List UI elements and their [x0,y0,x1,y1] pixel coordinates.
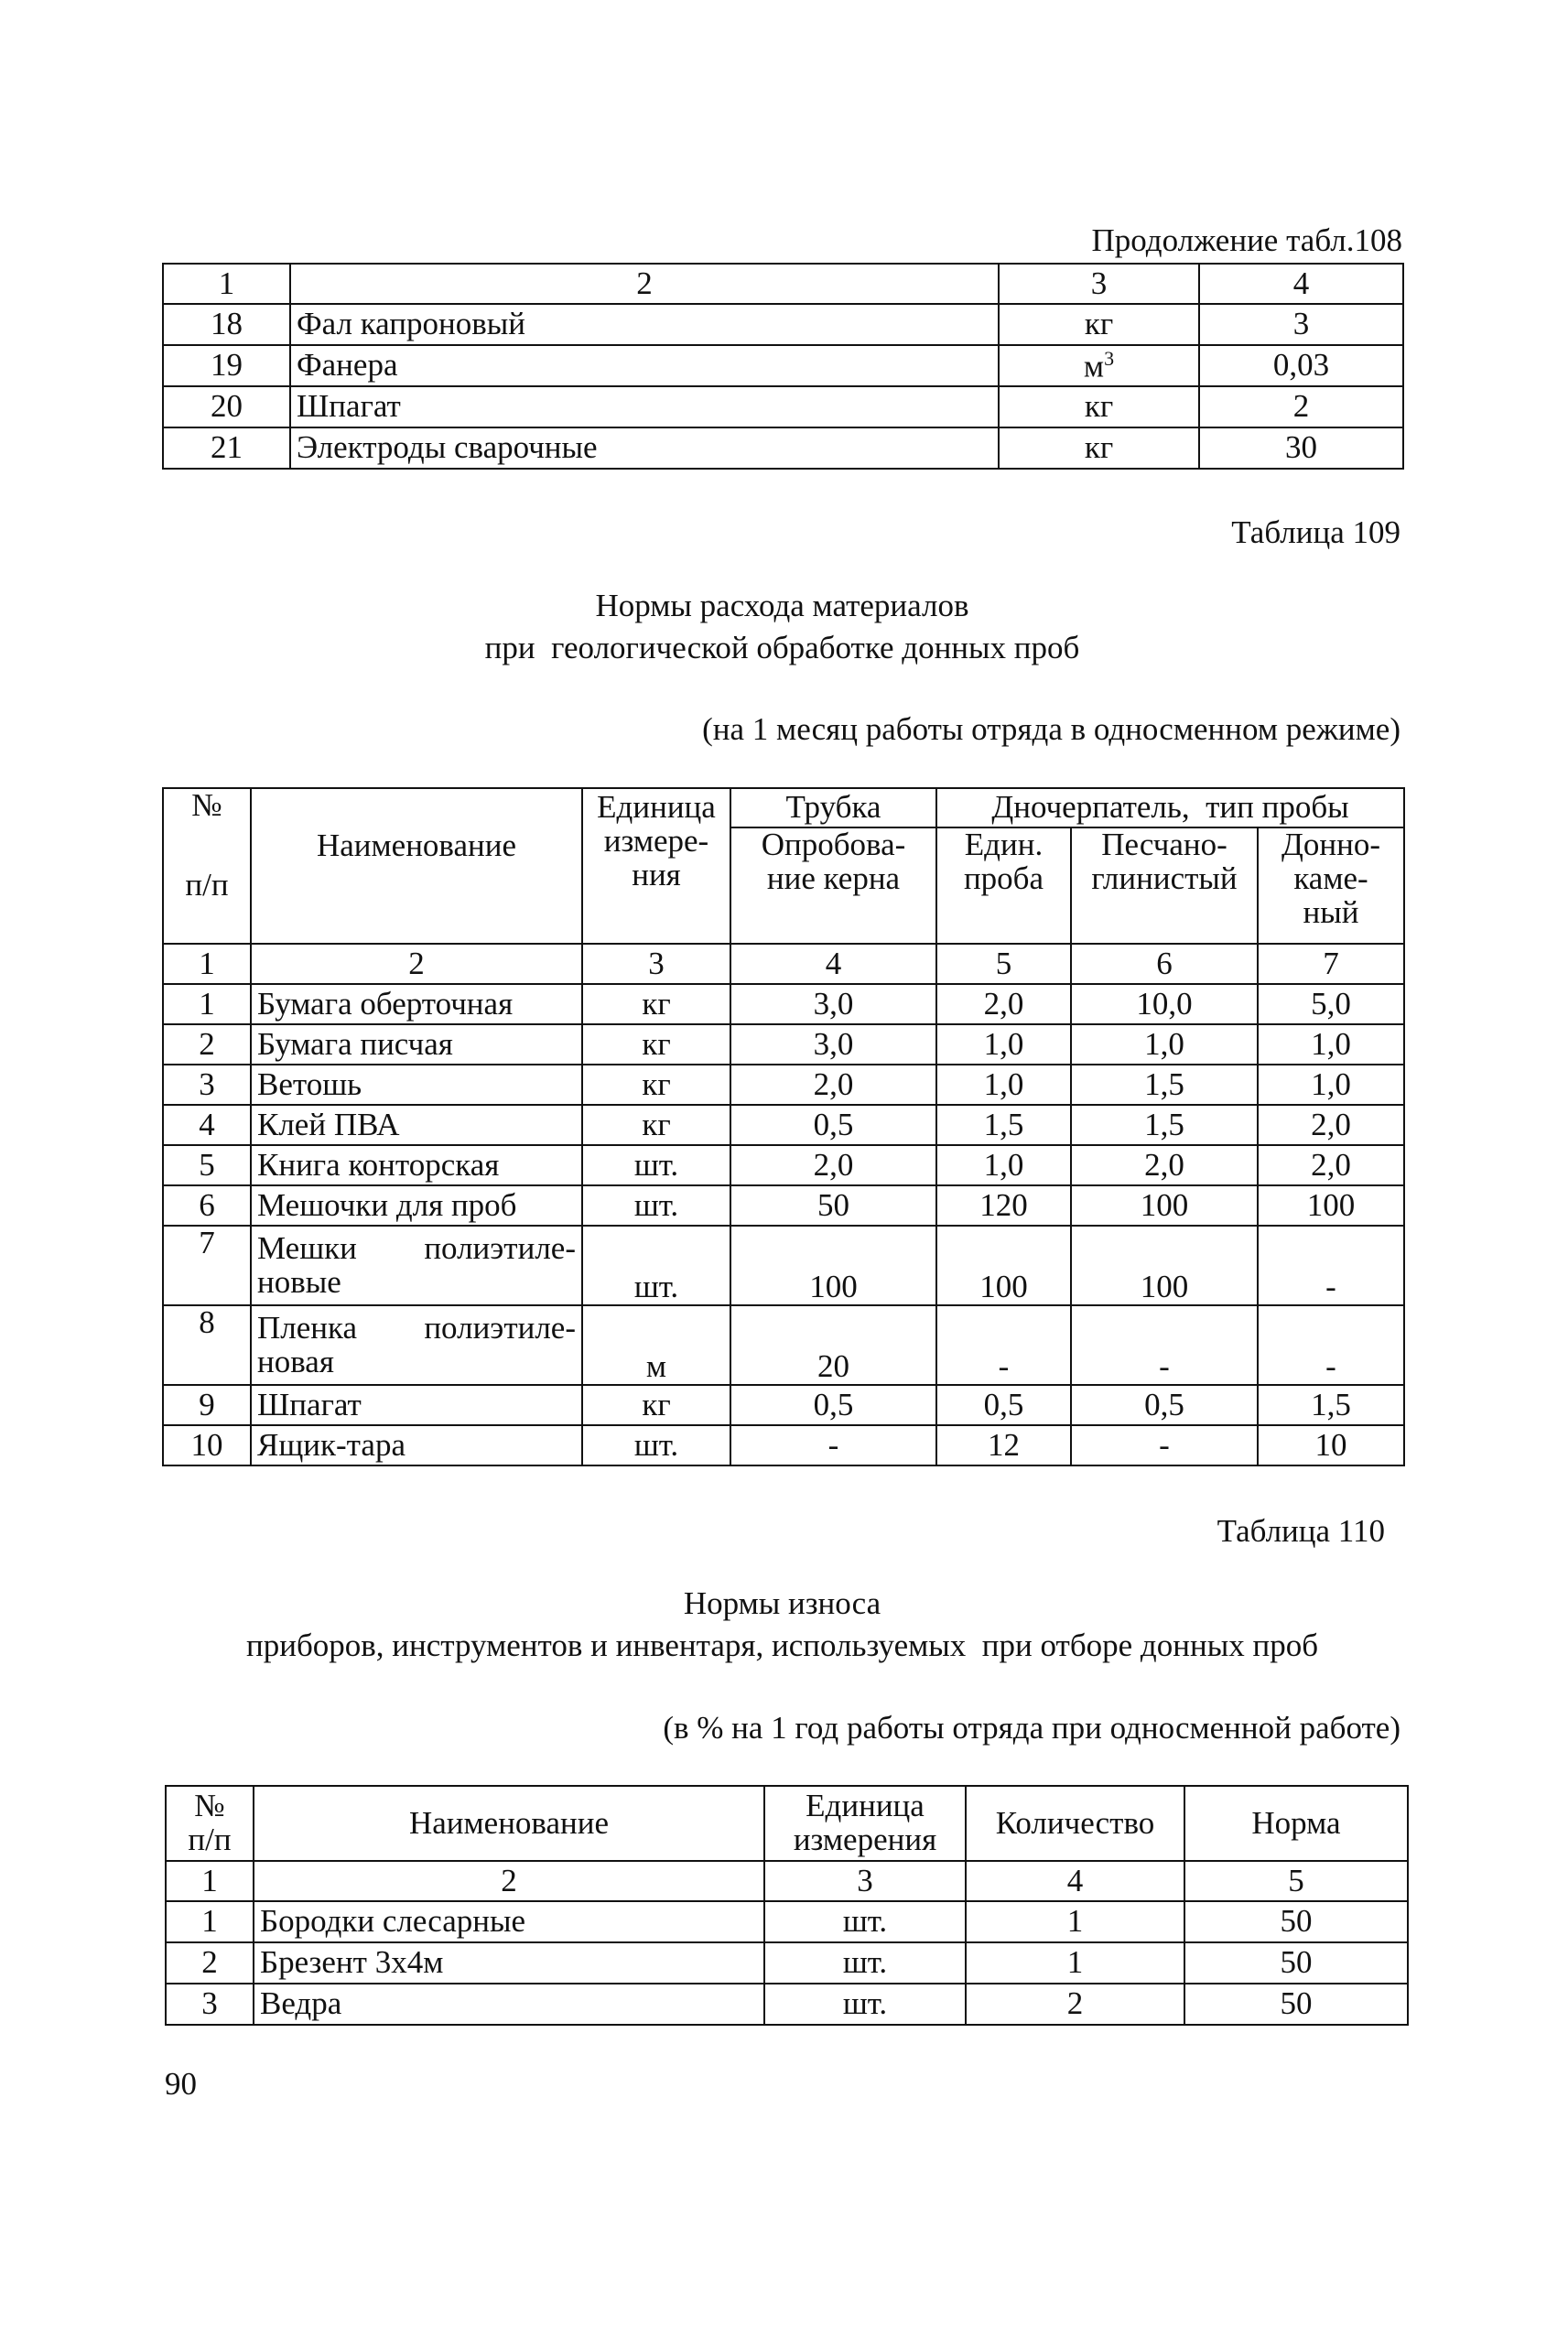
single-sample-value: 120 [936,1185,1071,1226]
table-row [163,1185,1404,1226]
t110-table [165,1785,1409,2026]
item-unit: шт. [582,1226,730,1305]
t109-colnum: 3 [582,944,730,984]
table-row [163,1145,1404,1185]
t109-colnum-row [163,944,1404,984]
row-number: 5 [163,1145,251,1185]
t109-header-row [163,788,1404,827]
item-name: Брезент 3х4м [254,1942,764,1984]
t110-title-line2: приборов, инструментов и инвентаря, используемых при отборе донных проб [246,1628,1318,1663]
page-number: 90 [165,2066,197,2102]
item-unit: шт. [582,1185,730,1226]
t109-head-num [163,788,251,944]
table-row [166,1942,1408,1984]
t109-colnum: 7 [1258,944,1404,984]
head-line: Песчано- [1101,827,1227,862]
t110-colnum-row [166,1861,1408,1901]
t108-colnum: 3 [999,264,1199,304]
head-line: каме- [1293,860,1368,896]
t109-head-single [936,827,1071,944]
sandy-clay-value: - [1071,1425,1258,1465]
core-sampling-value: 100 [730,1226,936,1305]
unit-line: измерения [793,1822,937,1857]
t109-head-sand [1071,827,1258,944]
t109-head-stone [1258,827,1404,944]
row-number: 3 [166,1984,254,2025]
table-row [163,1105,1404,1145]
single-sample-value: 1,0 [936,1024,1071,1065]
t110-colnum: 1 [166,1861,254,1901]
num-sign: № [194,1788,225,1824]
head-line: Опробова- [761,827,906,862]
t109-title-line1: Нормы расхода материалов [595,588,969,623]
t109-table [162,787,1405,1466]
item-qty: 2 [966,1984,1184,2025]
unit-line: ния [632,856,681,892]
item-norm: 50 [1184,1984,1408,2025]
item-name-line: Мешки полиэтиле- [257,1229,576,1266]
item-qty: 1 [966,1942,1184,1984]
item-name [251,1226,582,1305]
core-sampling-value: 2,0 [730,1065,936,1105]
t110-head-qty: Количество [966,1786,1184,1861]
item-unit: кг [999,427,1199,469]
table-row [163,1024,1404,1065]
t109-head-name: Наименование [251,788,582,944]
table-row [163,427,1403,469]
t110-title-line1: Нормы износа [683,1585,881,1621]
bottom-stone-value: - [1258,1305,1404,1385]
item-name: Ведра [254,1984,764,2025]
row-number: 7 [163,1226,251,1305]
sandy-clay-value: 1,5 [1071,1065,1258,1105]
item-unit: м [582,1305,730,1385]
bottom-stone-value: 2,0 [1258,1145,1404,1185]
t110-colnum: 5 [1184,1861,1408,1901]
table-row [163,1226,1404,1305]
sandy-clay-value: 100 [1071,1226,1258,1305]
t110-subtitle: (в % на 1 год работы отряда при односменной работе) [663,1710,1400,1746]
num-abbrev: п/п [188,1822,232,1857]
t110-header-row [166,1786,1408,1861]
t109-colnum: 4 [730,944,936,984]
t110-head-unit [764,1786,966,1861]
item-name-line: Пленка полиэтиле- [257,1309,576,1346]
t109-head-core [730,827,936,944]
t109-colnum: 6 [1071,944,1258,984]
num-abbrev: п/п [185,866,229,903]
unit-line: Единица [806,1788,925,1824]
item-unit: кг [582,1024,730,1065]
bottom-stone-value: 2,0 [1258,1105,1404,1145]
t109-subtitle: (на 1 месяц работы отряда в односменном режиме) [702,711,1400,747]
table-row [163,1065,1404,1105]
table-row [163,984,1404,1024]
head-line: ный [1303,893,1359,930]
item-name: Электроды сварочные [290,427,999,469]
bottom-stone-value: 1,0 [1258,1024,1404,1065]
row-number: 18 [163,304,290,345]
item-name: Бумага оберточная [251,984,582,1024]
t108-colnum: 2 [290,264,999,304]
sandy-clay-value: 1,5 [1071,1105,1258,1145]
t109-colnum: 5 [936,944,1071,984]
item-unit: кг [999,304,1199,345]
item-unit-cell [999,345,1199,386]
single-sample-value: 0,5 [936,1385,1071,1425]
row-number: 10 [163,1425,251,1465]
single-sample-value: 2,0 [936,984,1071,1024]
t110-colnum: 2 [254,1861,764,1901]
item-name-line: новые [257,1263,341,1300]
item-unit: шт. [582,1145,730,1185]
core-sampling-value: 3,0 [730,1024,936,1065]
item-unit: шт. [582,1425,730,1465]
item-name: Бумага писчая [251,1024,582,1065]
t110-head-num [166,1786,254,1861]
item-unit: кг [582,1065,730,1105]
item-value: 0,03 [1199,345,1403,386]
item-name: Бородки слесарные [254,1901,764,1942]
num-sign: № [191,788,222,823]
bottom-stone-value: 1,0 [1258,1065,1404,1105]
table-row [163,345,1403,386]
item-name: Шпагат [290,386,999,427]
core-sampling-value: 2,0 [730,1145,936,1185]
bottom-stone-value: 10 [1258,1425,1404,1465]
row-number: 6 [163,1185,251,1226]
row-number: 8 [163,1305,251,1385]
t109-colnum: 2 [251,944,582,984]
unit-exponent: 3 [1104,346,1115,370]
item-name: Клей ПВА [251,1105,582,1145]
t110-colnum: 4 [966,1861,1184,1901]
table-row [163,1425,1404,1465]
item-norm: 50 [1184,1901,1408,1942]
t108-colnum: 1 [163,264,290,304]
head-line: Донно- [1281,827,1380,862]
single-sample-value: 1,5 [936,1105,1071,1145]
item-name: Шпагат [251,1385,582,1425]
t108-table [162,263,1404,470]
item-value: 2 [1199,386,1403,427]
bottom-stone-value: 1,5 [1258,1385,1404,1425]
bottom-stone-value: 100 [1258,1185,1404,1226]
bottom-stone-value: - [1258,1226,1404,1305]
item-name: Фал капроновый [290,304,999,345]
t108-caption: Продолжение табл.108 [1091,222,1402,258]
single-sample-value: 1,0 [936,1065,1071,1105]
item-name: Ветошь [251,1065,582,1105]
sandy-clay-value: 2,0 [1071,1145,1258,1185]
core-sampling-value: - [730,1425,936,1465]
core-sampling-value: 3,0 [730,984,936,1024]
item-value: 3 [1199,304,1403,345]
core-sampling-value: 50 [730,1185,936,1226]
item-unit: кг [582,1105,730,1145]
row-number: 2 [163,1024,251,1065]
table-row [166,1901,1408,1942]
core-sampling-value: 0,5 [730,1105,936,1145]
t110-label: Таблица 110 [1217,1513,1385,1549]
table-row [163,264,1403,304]
row-number: 4 [163,1105,251,1145]
t110-colnum: 3 [764,1861,966,1901]
row-number: 2 [166,1942,254,1984]
item-norm: 50 [1184,1942,1408,1984]
item-unit: шт. [764,1942,966,1984]
table-row [163,1305,1404,1385]
item-unit: кг [999,386,1199,427]
t109-head-unit [582,788,730,944]
item-name [251,1305,582,1385]
t109-colnum: 1 [163,944,251,984]
item-unit: м [1083,348,1105,384]
item-unit: кг [582,984,730,1024]
item-value: 30 [1199,427,1403,469]
item-name: Фанера [290,345,999,386]
t109-body [163,984,1404,1465]
t109-head-grab: Дночерпатель, тип пробы [936,788,1404,827]
single-sample-value: - [936,1305,1071,1385]
table-row [166,1984,1408,2025]
core-sampling-value: 20 [730,1305,936,1385]
item-unit: кг [582,1385,730,1425]
single-sample-value: 12 [936,1425,1071,1465]
table-row [163,304,1403,345]
item-name: Ящик-тара [251,1425,582,1465]
table-row [163,386,1403,427]
row-number: 1 [163,984,251,1024]
head-line: ние керна [766,860,901,896]
core-sampling-value: 0,5 [730,1385,936,1425]
item-name: Книга конторская [251,1145,582,1185]
row-number: 3 [163,1065,251,1105]
single-sample-value: 100 [936,1226,1071,1305]
row-number: 9 [163,1385,251,1425]
head-line: проба [963,860,1044,896]
row-number: 1 [166,1901,254,1942]
unit-line: измере- [603,822,709,859]
item-name: Мешочки для проб [251,1185,582,1226]
item-unit: шт. [764,1984,966,2025]
t108-colnum: 4 [1199,264,1403,304]
table-row [163,1385,1404,1425]
item-qty: 1 [966,1901,1184,1942]
single-sample-value: 1,0 [936,1145,1071,1185]
sandy-clay-value: 0,5 [1071,1385,1258,1425]
bottom-stone-value: 5,0 [1258,984,1404,1024]
sandy-clay-value: 1,0 [1071,1024,1258,1065]
item-unit: шт. [764,1901,966,1942]
t110-head-name: Наименование [254,1786,764,1861]
head-line: Един. [964,827,1044,862]
sandy-clay-value: 10,0 [1071,984,1258,1024]
sandy-clay-value: - [1071,1305,1258,1385]
row-number: 19 [163,345,290,386]
t109-title-line2: при геологической обработке донных проб [484,630,1080,665]
t109-label: Таблица 109 [1231,514,1400,550]
t110-head-norm: Норма [1184,1786,1408,1861]
sandy-clay-value: 100 [1071,1185,1258,1226]
t109-head-tube: Трубка [730,788,936,827]
row-number: 21 [163,427,290,469]
unit-line: Единица [597,789,716,825]
item-name-line: новая [257,1343,334,1379]
head-line: глинистый [1091,860,1238,896]
row-number: 20 [163,386,290,427]
